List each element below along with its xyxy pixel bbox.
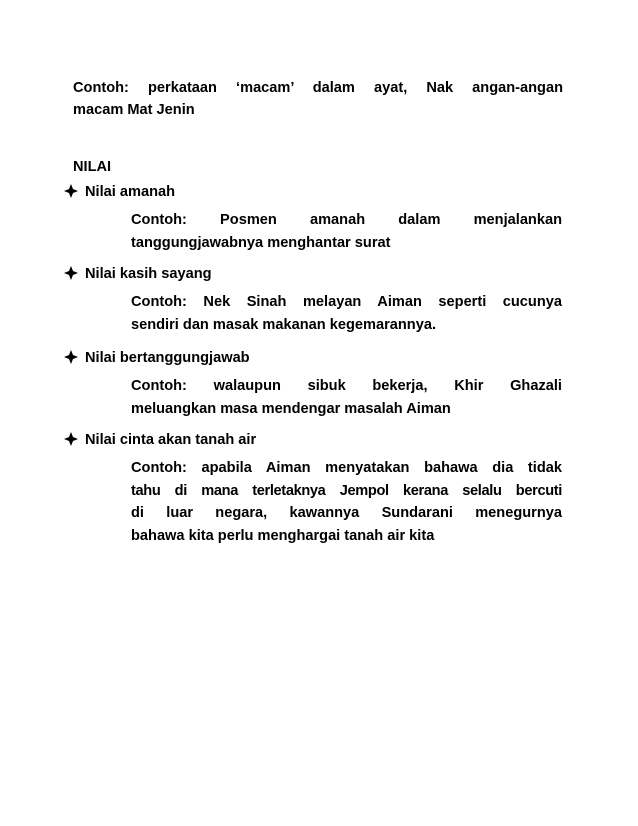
value-example: [131, 209, 562, 254]
value-title: [64, 182, 175, 202]
value-title-text: Nilai kasih sayang: [85, 266, 212, 282]
value-title-text: Nilai bertanggungjawab: [85, 350, 250, 366]
example-line: Contoh: walaupun sibuk bekerja, Khir Ghazali: [131, 378, 562, 394]
example-line: Contoh: Posmen amanah dalam menjalankan: [131, 212, 562, 228]
example-line: Contoh: Nek Sinah melayan Aiman seperti cucunya: [131, 294, 562, 310]
example-line: tahu di mana terletaknya Jempol kerana selalu bercuti: [131, 482, 562, 499]
diamond-bullet-icon: [64, 350, 78, 364]
diamond-bullet-icon: [64, 184, 78, 198]
value-example: [131, 457, 562, 547]
example-line: sendiri dan masak makanan kegemarannya.: [131, 316, 436, 333]
example-line: bahawa kita perlu menghargai tanah air kita: [131, 527, 435, 544]
value-example: [131, 291, 562, 336]
value-title: [64, 264, 212, 284]
intro-paragraph: [73, 77, 563, 121]
value-title-text: Nilai cinta akan tanah air: [85, 432, 257, 448]
example-line: meluangkan masa mendengar masalah Aiman: [131, 400, 451, 417]
value-example: [131, 375, 562, 420]
diamond-bullet-icon: [64, 266, 78, 280]
example-line: tanggungjawabnya menghantar surat: [131, 234, 391, 251]
value-title: [64, 430, 256, 450]
example-line: Contoh: apabila Aiman menyatakan bahawa dia tidak: [131, 460, 562, 476]
intro-line-2: macam Mat Jenin: [73, 102, 195, 118]
value-title-text: Nilai amanah: [85, 184, 176, 200]
diamond-bullet-icon: [64, 432, 78, 446]
section-heading: NILAI: [73, 159, 112, 175]
intro-line-1: Contoh: perkataan ‘macam’ dalam ayat, Nak angan-angan: [73, 80, 563, 96]
example-line: di luar negara, kawannya Sundarani menegurnya: [131, 505, 562, 521]
value-title: [64, 348, 250, 368]
